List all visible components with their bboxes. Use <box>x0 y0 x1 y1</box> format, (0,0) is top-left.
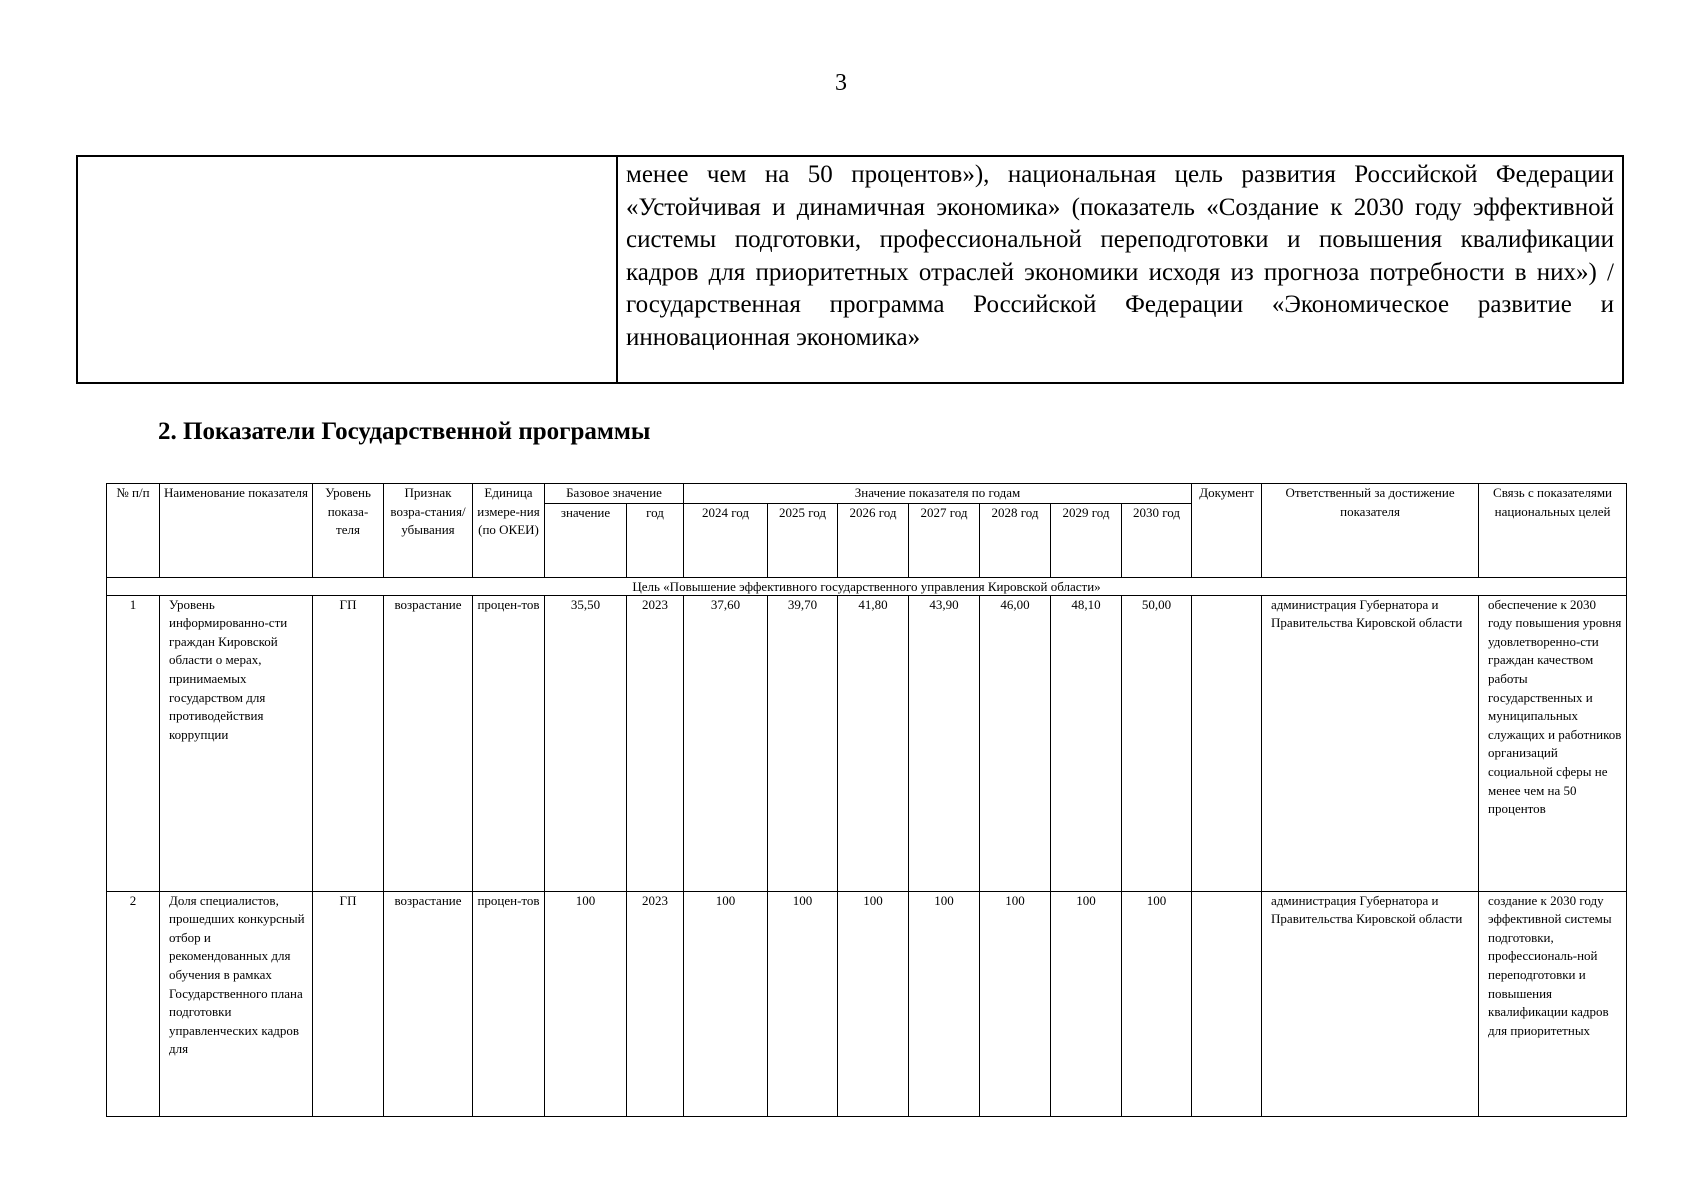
indicator-sign: возрастание <box>384 891 473 1116</box>
row-num: 2 <box>107 891 160 1116</box>
year-value: 100 <box>768 891 838 1116</box>
indicator-name: Доля специалистов, прошедших конкурсный отбор и рекомендованных для обучения в рамках Государственного плана подготовки управленческих кадров для <box>160 891 313 1116</box>
year-value: 43,90 <box>909 595 980 891</box>
year-value: 46,00 <box>980 595 1051 891</box>
header-year: 2030 год <box>1122 503 1192 577</box>
page-number: 3 <box>835 70 847 96</box>
header-year: 2027 год <box>909 503 980 577</box>
year-value: 100 <box>838 891 909 1116</box>
document-cell <box>1192 891 1262 1116</box>
header-year: 2026 год <box>838 503 909 577</box>
document-cell <box>1192 595 1262 891</box>
header-year: 2029 год <box>1051 503 1122 577</box>
base-value: 100 <box>545 891 627 1116</box>
header-year: 2025 год <box>768 503 838 577</box>
indicator-unit: процен-тов <box>473 891 545 1116</box>
base-value: 35,50 <box>545 595 627 891</box>
header-document: Документ <box>1192 484 1262 578</box>
year-value: 48,10 <box>1051 595 1122 891</box>
row-num: 1 <box>107 595 160 891</box>
section-title: 2. Показатели Государственной программы <box>158 418 651 445</box>
header-row-1 <box>107 484 1627 504</box>
table-row <box>107 595 1627 891</box>
continuation-empty-cell <box>78 157 618 382</box>
header-responsible: Ответственный за достижение показателя <box>1262 484 1479 578</box>
header-num: № п/п <box>107 484 160 578</box>
responsible-cell: администрация Губернатора и Правительства Кировской области <box>1262 891 1479 1116</box>
continuation-text: менее чем на 50 процентов»), национальная цель развития Российской Федерации «Устойчивая и динамичная экономика» (показатель «Создание к 2030 году эффективной системы подготовки, профессиональной переподготовки и повышения квалификации кадров для приоритетных отраслей экономики исходя из прогноза потребности в них») / государственная программа Российской Федерации «Экономическое развитие и инновационная экономика» <box>626 161 1614 351</box>
continuation-table <box>76 155 1624 384</box>
year-value: 100 <box>980 891 1051 1116</box>
year-value: 39,70 <box>768 595 838 891</box>
year-value: 41,80 <box>838 595 909 891</box>
header-year: 2028 год <box>980 503 1051 577</box>
header-sign: Признак возра-стания/ убывания <box>384 484 473 578</box>
indicator-level: ГП <box>313 595 384 891</box>
base-year: 2023 <box>627 595 684 891</box>
year-value: 37,60 <box>684 595 768 891</box>
header-base-group: Базовое значение <box>545 484 684 504</box>
header-year: 2024 год <box>684 503 768 577</box>
indicator-level: ГП <box>313 891 384 1116</box>
base-year: 2023 <box>627 891 684 1116</box>
year-value: 100 <box>1051 891 1122 1116</box>
national-goal-link: создание к 2030 году эффективной системы подготовки, профессиональ-ной переподготовки и повышения квалификации кадров для приоритетных <box>1479 891 1627 1116</box>
responsible-cell: администрация Губернатора и Правительства Кировской области <box>1262 595 1479 891</box>
year-value: 50,00 <box>1122 595 1192 891</box>
year-value: 100 <box>909 891 980 1116</box>
header-base-value: значение <box>545 503 627 577</box>
indicator-unit: процен-тов <box>473 595 545 891</box>
indicator-name: Уровень информированно-сти граждан Кировской области о мерах, принимаемых государством для противодействия коррупции <box>160 595 313 891</box>
header-base-year: год <box>627 503 684 577</box>
table-row <box>107 891 1627 1116</box>
header-unit: Единица измере-ния (по ОКЕИ) <box>473 484 545 578</box>
header-years-group: Значение показателя по годам <box>684 484 1192 504</box>
goal-title: Цель «Повышение эффективного государственного управления Кировской области» <box>107 577 1627 595</box>
indicator-sign: возрастание <box>384 595 473 891</box>
year-value: 100 <box>684 891 768 1116</box>
header-link: Связь с показателями национальных целей <box>1479 484 1627 578</box>
header-level: Уровень показа-теля <box>313 484 384 578</box>
indicators-table <box>106 483 1627 1117</box>
national-goal-link: обеспечение к 2030 году повышения уровня удовлетворенно-сти граждан качеством работы государственных и муниципальных служащих и работников организаций социальной сферы не менее чем на 50 процентов <box>1479 595 1627 891</box>
header-name: Наименование показателя <box>160 484 313 578</box>
year-value: 100 <box>1122 891 1192 1116</box>
goal-row <box>107 577 1627 595</box>
